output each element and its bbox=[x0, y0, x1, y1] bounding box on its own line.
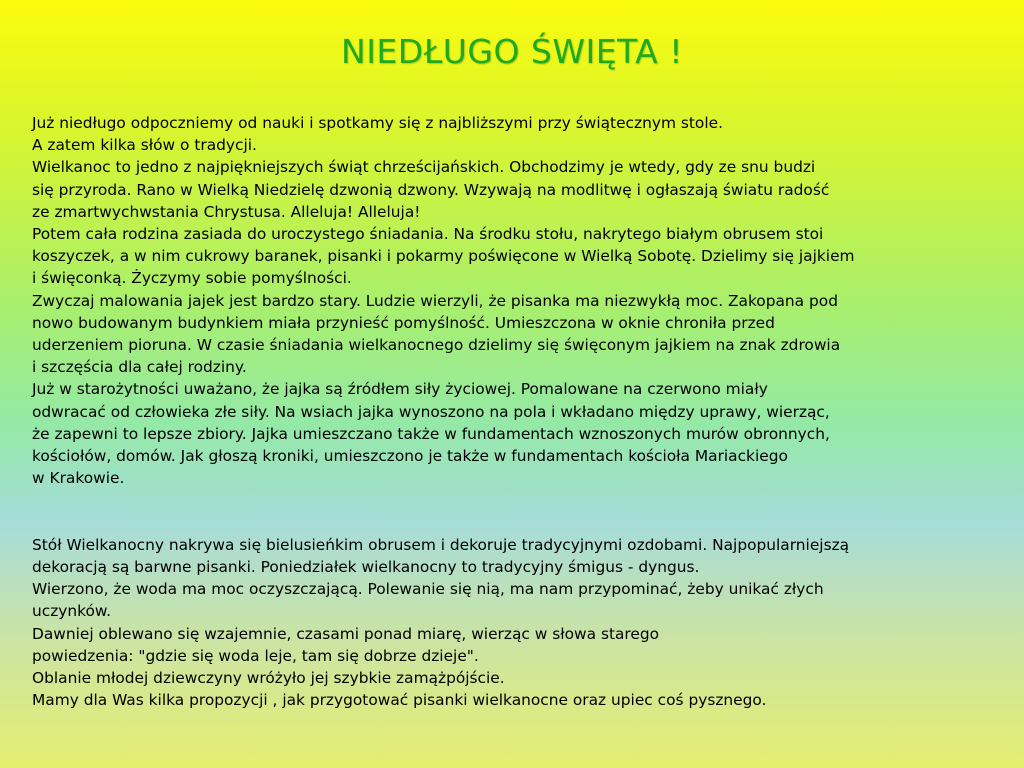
text-line: Potem cała rodzina zasiada do uroczystego śniadania. Na środku stołu, nakrytego białym obrusem stoi bbox=[32, 225, 824, 244]
text-line: w Krakowie. bbox=[32, 469, 125, 488]
text-line: powiedzenia: "gdzie się woda leje, tam się dobrze dzieje". bbox=[32, 646, 479, 665]
slide-body bbox=[32, 112, 982, 711]
text-line: A zatem kilka słów o tradycji. bbox=[32, 136, 257, 155]
text-line: i szczęścia dla całej rodziny. bbox=[32, 358, 247, 377]
text-line: Stół Wielkanocny nakrywa się bielusieńkim obrusem i dekoruje tradycyjnymi ozdobami. Najpopularniejszą bbox=[32, 535, 850, 554]
text-line: Już w starożytności uważano, że jajka są źródłem siły życiowej. Pomalowane na czerwono miały bbox=[32, 380, 768, 399]
text-line: uderzeniem pioruna. W czasie śniadania wielkanocnego dzielimy się święconym jajkiem na znak zdrowia bbox=[32, 336, 841, 355]
paragraph-gap bbox=[32, 489, 982, 533]
text-line: się przyroda. Rano w Wielką Niedzielę dzwonią dzwony. Wzywają na modlitwę i ogłaszają światu radość bbox=[32, 180, 830, 199]
text-line: Dawniej oblewano się wzajemnie, czasami ponad miarę, wierząc w słowa starego bbox=[32, 624, 660, 643]
text-line: Wierzono, że woda ma moc oczyszczającą. Polewanie się nią, ma nam przypominać, żeby unikać złych bbox=[32, 580, 824, 599]
text-line: kościołów, domów. Jak głoszą kroniki, umieszczono je także w fundamentach kościoła Mariackiego bbox=[32, 447, 788, 466]
text-line: Oblanie młodej dziewczyny wróżyło jej szybkie zamążpójście. bbox=[32, 669, 505, 688]
text-line: Zwyczaj malowania jajek jest bardzo stary. Ludzie wierzyli, że pisanka ma niezwykłą moc. Zakopana pod bbox=[32, 291, 838, 310]
text-line: odwracać od człowieka złe siły. Na wsiach jajka wynoszono na pola i wkładano między uprawy, wierząc, bbox=[32, 402, 830, 421]
text-line: Wielkanoc to jedno z najpiękniejszych świąt chrześcijańskich. Obchodzimy je wtedy, gdy ze snu budzi bbox=[32, 158, 816, 177]
text-line: ze zmartwychwstania Chrystusa. Alleluja! Alleluja! bbox=[32, 202, 421, 221]
text-line: że zapewni to lepsze zbiory. Jajka umieszczano także w fundamentach wznoszonych murów obronnych, bbox=[32, 424, 830, 443]
text-line: uczynków. bbox=[32, 602, 112, 621]
text-line: Mamy dla Was kilka propozycji , jak przygotować pisanki wielkanocne oraz upiec coś pysznego. bbox=[32, 691, 767, 710]
text-line: Już niedługo odpoczniemy od nauki i spotkamy się z najbliższymi przy świątecznym stole. bbox=[32, 114, 723, 132]
text-line: koszyczek, a w nim cukrowy baranek, pisanki i pokarmy poświęcone w Wielką Sobotę. Dzielimy się jajkiem bbox=[32, 247, 855, 266]
text-line: dekoracją są barwne pisanki. Poniedziałek wielkanocny to tradycyjny śmigus - dyngus. bbox=[32, 558, 700, 577]
slide-title: NIEDŁUGO ŚWIĘTA ! bbox=[341, 32, 683, 71]
text-line: i święconką. Życzymy sobie pomyślności. bbox=[32, 269, 352, 288]
text-line: nowo budowanym budynkiem miała przynieść pomyślność. Umieszczona w oknie chroniła przed bbox=[32, 313, 775, 332]
